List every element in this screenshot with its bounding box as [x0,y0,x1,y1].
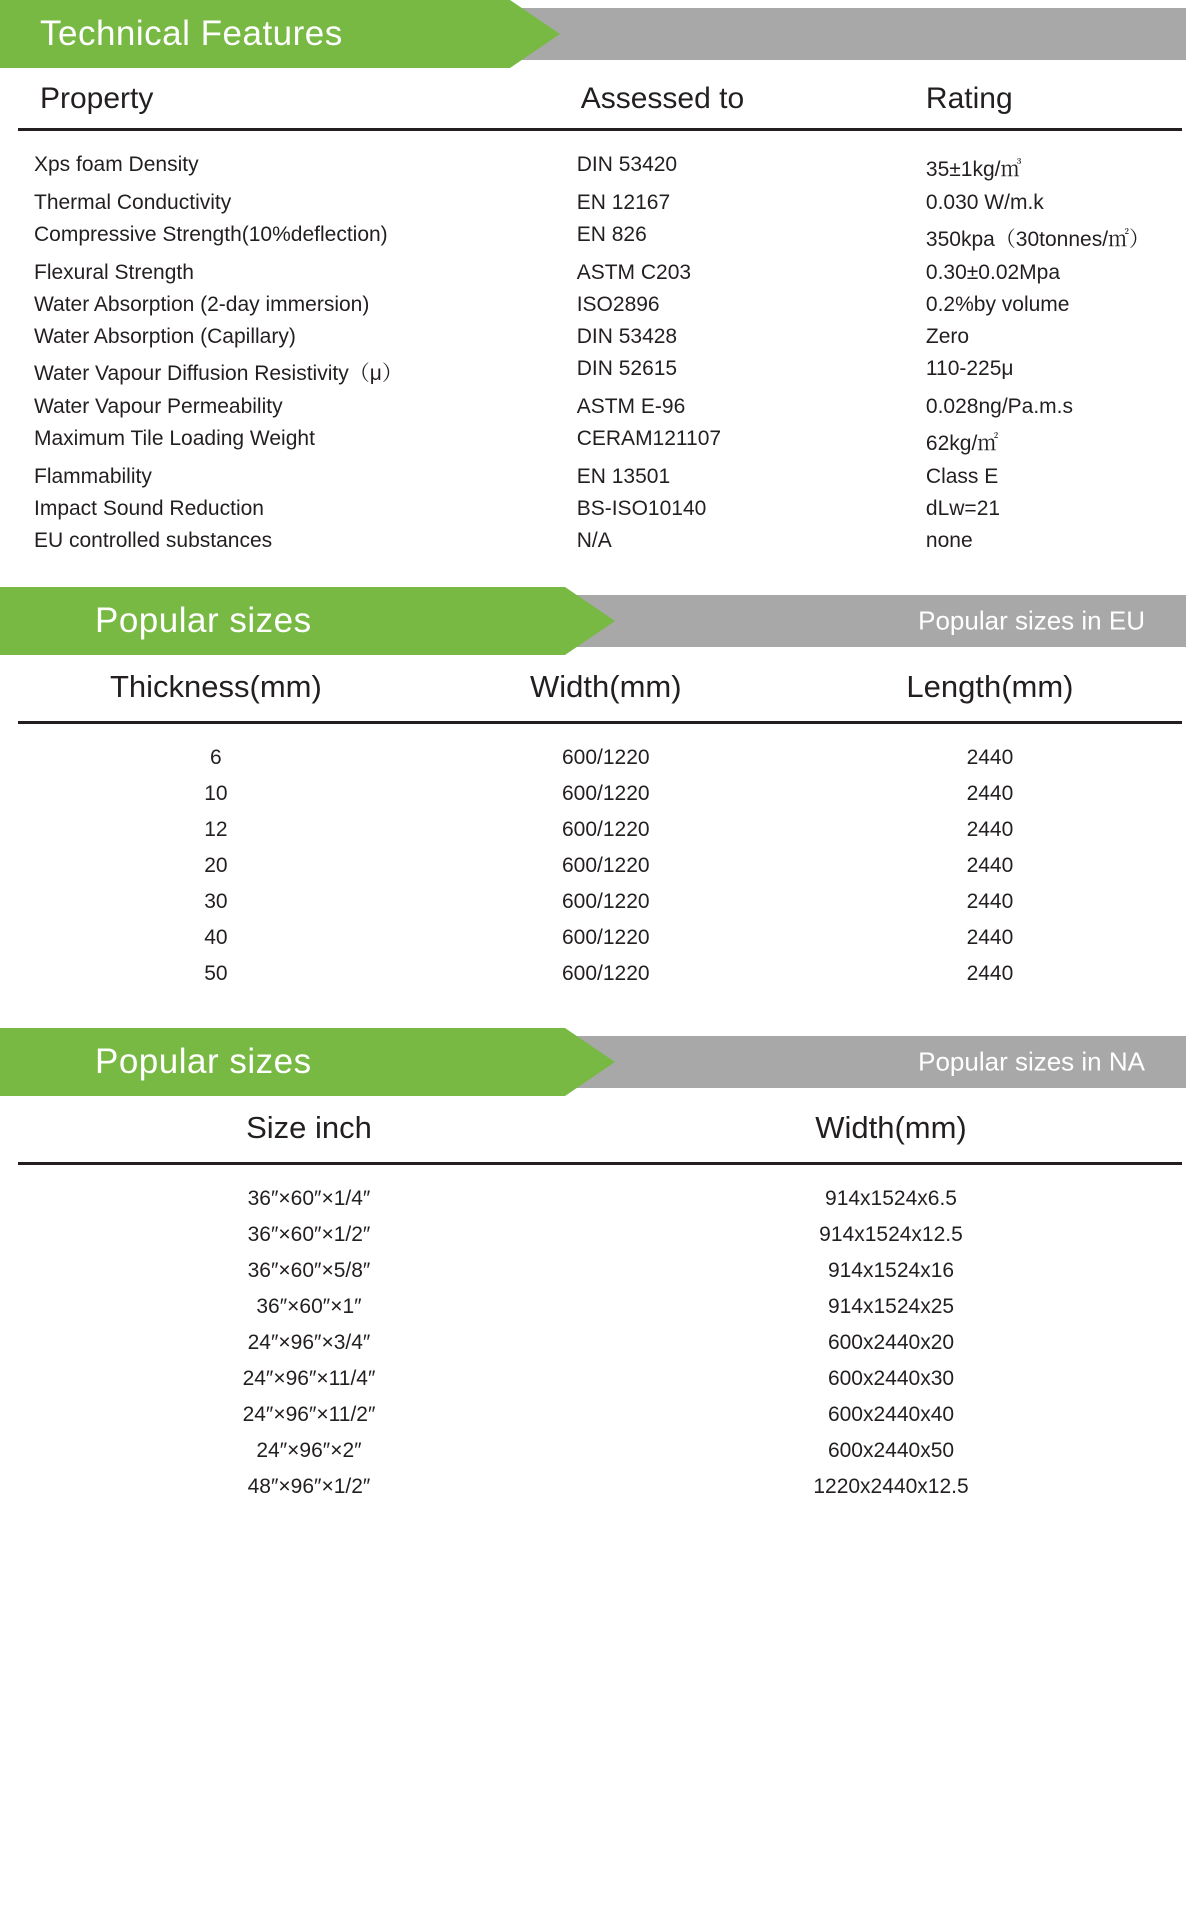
cell-property: Thermal Conductivity [34,191,232,214]
section-spacer [0,577,1200,587]
column-header-property: Property [18,68,577,130]
cell-width: 600/1220 [562,818,650,841]
table-header-row [18,1096,1182,1164]
cell-width: 600/1220 [562,854,650,877]
cell-rating: 62kg/㎡ [925,432,999,455]
cell-property: Water Absorption (Capillary) [34,325,296,348]
table-row [18,776,1182,812]
table-body [18,1164,1182,1524]
cell-width: 600/1220 [562,782,650,805]
table-row [18,391,1182,423]
table-row [18,884,1182,920]
cell-length: 2440 [966,962,1014,985]
table-row [18,353,1182,391]
cell-length: 2440 [966,890,1014,913]
popular-sizes-eu-table [18,655,1182,1010]
cell-size-inch: 48″×96″×1/2″ [247,1475,371,1498]
cell-width: 914x1524x16 [827,1259,955,1282]
cell-assessed-to: EN 13501 [576,465,671,488]
table-row [18,257,1182,289]
popular-sizes-eu-banner [0,587,1200,655]
cell-thickness: 20 [204,854,228,877]
table-row [18,812,1182,848]
cell-length: 2440 [966,782,1014,805]
popular-sizes-eu-table-block [18,655,1182,1010]
table-body [18,723,1182,1011]
cell-property: Water Absorption (2-day immersion) [34,293,370,316]
table-row [18,1433,1182,1469]
popular-sizes-na-table-block [18,1096,1182,1523]
cell-size-inch: 24″×96″×11/4″ [242,1367,376,1390]
table-row [18,1217,1182,1253]
cell-thickness: 50 [204,962,228,985]
column-header-length: Length(mm) [798,655,1182,723]
cell-thickness: 6 [210,746,222,769]
cell-length: 2440 [966,926,1014,949]
cell-rating: 35±1kg/㎥ [925,158,1022,181]
cell-size-inch: 24″×96″×2″ [256,1439,362,1462]
cell-width: 600x2440x20 [827,1331,955,1354]
table-row [18,848,1182,884]
table-row [18,219,1182,257]
cell-width: 600x2440x40 [827,1403,955,1426]
table-row [18,1361,1182,1397]
cell-width: 600/1220 [562,962,650,985]
cell-rating: Zero [925,325,970,348]
cell-rating: 350kpa（30tonnes/㎡） [925,228,1151,251]
cell-property: Flammability [34,465,152,488]
cell-width: 600/1220 [562,890,650,913]
cell-length: 2440 [966,746,1014,769]
column-header-rating: Rating [926,68,1182,130]
cell-property: Compressive Strength(10%deflection) [34,223,388,246]
column-header-thickness: Thickness(mm) [18,655,414,723]
technical-features-table [18,68,1182,577]
technical-features-table-block [18,68,1182,577]
popular-sizes-eu-region-label: Popular sizes in EU [918,605,1145,636]
cell-width: 914x1524x25 [827,1295,955,1318]
cell-assessed-to: EN 826 [576,223,647,246]
table-row [18,461,1182,493]
popular-sizes-na-region-label: Popular sizes in NA [918,1046,1145,1077]
cell-assessed-to: ASTM C203 [576,261,692,284]
cell-size-inch: 36″×60″×1/4″ [247,1187,371,1210]
table-row [18,1397,1182,1433]
cell-width: 600/1220 [562,926,650,949]
table-row [18,956,1182,1010]
cell-width: 600x2440x50 [827,1439,955,1462]
table-row [18,1164,1182,1218]
technical-features-title: Technical Features [40,14,343,53]
cell-thickness: 10 [204,782,228,805]
technical-features-banner [0,0,1200,68]
table-header-row [18,68,1182,130]
cell-width: 1220x2440x12.5 [813,1475,969,1498]
cell-thickness: 30 [204,890,228,913]
cell-assessed-to: EN 12167 [576,191,671,214]
cell-size-inch: 36″×60″×1/2″ [247,1223,371,1246]
table-row [18,321,1182,353]
cell-property: Water Vapour Diffusion Resistivity（μ） [34,362,403,385]
table-row [18,525,1182,577]
column-header-size-inch: Size inch [18,1096,600,1164]
cell-width: 600/1220 [562,746,650,769]
cell-width: 914x1524x6.5 [825,1187,957,1210]
cell-size-inch: 24″×96″×11/2″ [242,1403,376,1426]
table-row [18,1289,1182,1325]
cell-rating: 110-225μ [925,357,1014,380]
cell-assessed-to: CERAM121107 [576,427,722,450]
popular-sizes-na-table [18,1096,1182,1523]
cell-rating: 0.30±0.02Mpa [925,261,1061,284]
cell-property: Maximum Tile Loading Weight [34,427,315,450]
table-row [18,1253,1182,1289]
column-header-width: Width(mm) [414,655,798,723]
cell-property: Flexural Strength [34,261,194,284]
table-row [18,289,1182,321]
cell-size-inch: 24″×96″×3/4″ [247,1331,371,1354]
table-row [18,920,1182,956]
cell-assessed-to: BS-ISO10140 [576,497,707,520]
cell-rating: Class E [925,465,999,488]
cell-property: Water Vapour Permeability [34,395,283,418]
popular-sizes-na-title: Popular sizes [95,1042,312,1081]
cell-rating: 0.030 W/m.k [925,191,1044,214]
cell-assessed-to: DIN 53420 [576,153,678,176]
popular-sizes-na-banner [0,1028,1200,1096]
cell-size-inch: 36″×60″×1″ [256,1295,362,1318]
table-row [18,1469,1182,1523]
cell-property: EU controlled substances [34,529,273,552]
cell-rating: 0.2%by volume [925,293,1070,316]
table-head [18,1096,1182,1164]
cell-width: 914x1524x12.5 [819,1223,963,1246]
cell-assessed-to: ASTM E-96 [576,395,686,418]
cell-rating: 0.028ng/Pa.m.s [925,395,1073,418]
table-row [18,493,1182,525]
table-row [18,1325,1182,1361]
cell-rating: dLw=21 [925,497,1001,520]
cell-assessed-to: N/A [576,529,612,552]
table-header-row [18,655,1182,723]
table-head [18,68,1182,130]
cell-width: 600x2440x30 [827,1367,955,1390]
cell-length: 2440 [966,818,1014,841]
table-row [18,130,1182,188]
cell-property: Impact Sound Reduction [34,497,264,520]
table-head [18,655,1182,723]
cell-length: 2440 [966,854,1014,877]
cell-assessed-to: DIN 53428 [576,325,678,348]
popular-sizes-eu-title: Popular sizes [95,601,312,640]
table-row [18,187,1182,219]
cell-thickness: 40 [204,926,228,949]
cell-assessed-to: DIN 52615 [576,357,678,380]
cell-property: Xps foam Density [34,153,199,176]
table-row [18,423,1182,461]
section-spacer [0,1010,1200,1028]
table-body [18,130,1182,578]
cell-size-inch: 36″×60″×5/8″ [247,1259,371,1282]
cell-rating: none [925,529,973,552]
cell-assessed-to: ISO2896 [576,293,660,316]
column-header-width: Width(mm) [600,1096,1182,1164]
cell-thickness: 12 [204,818,228,841]
column-header-assessed-to: Assessed to [577,68,926,130]
table-row [18,723,1182,777]
